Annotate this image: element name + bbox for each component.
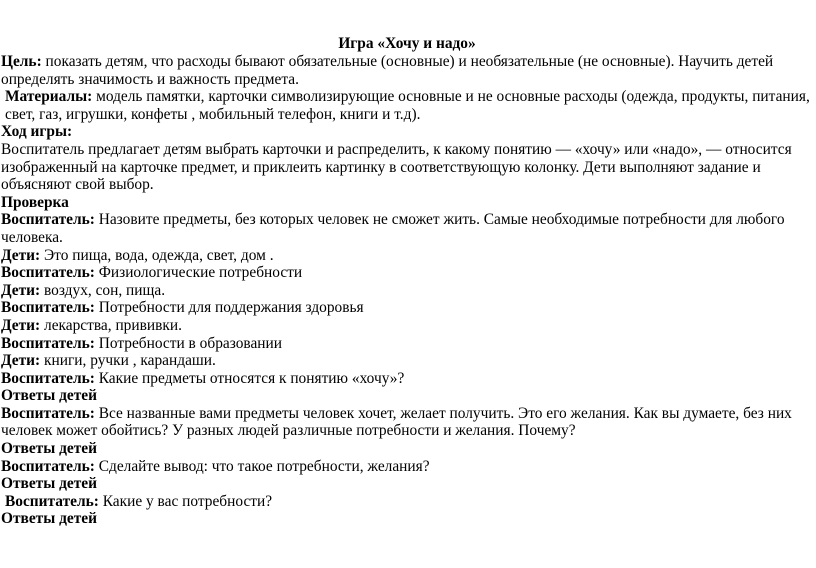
dialogue-line <box>1 282 813 300</box>
speaker-label: Воспитатель: <box>1 334 95 352</box>
speaker-label: Ответы детей <box>1 510 97 528</box>
materials-paragraph <box>1 88 813 123</box>
line-text: лекарства, прививки. <box>40 316 182 334</box>
line-text: книги, ручки , карандаши. <box>40 352 216 370</box>
line-text: воздух, сон, пища. <box>40 281 166 299</box>
speaker-label: Воспитатель: <box>1 369 95 387</box>
line-text: Какие у вас потребности? <box>98 492 273 510</box>
speaker-label: Воспитатель: <box>1 264 95 282</box>
speaker-label: Ответы детей <box>1 387 97 405</box>
speaker-label: Воспитатель: <box>1 404 95 422</box>
speaker-label: Ответы детей <box>1 475 97 493</box>
dialogue-line <box>1 440 813 458</box>
line-text: Потребности для поддержания здоровья <box>94 299 364 317</box>
materials-label: Материалы: <box>5 88 93 106</box>
speaker-label: Дети: <box>1 316 41 334</box>
speaker-label: Воспитатель: <box>1 211 95 229</box>
check-heading: Проверка <box>1 193 69 211</box>
dialogue-line <box>1 493 813 511</box>
page-title: Игра «Хочу и надо» <box>338 35 476 52</box>
speaker-label: Воспитатель: <box>1 457 95 475</box>
dialogue-line <box>1 405 813 440</box>
line-text: Сделайте вывод: что такое потребности, желания? <box>94 457 430 475</box>
speaker-label: Ответы детей <box>1 440 97 458</box>
dialogue-line <box>1 317 813 335</box>
goal-paragraph <box>1 53 813 88</box>
document-body <box>1 34 813 528</box>
speaker-label: Дети: <box>1 246 41 264</box>
dialogue-line <box>1 475 813 493</box>
dialogue-line <box>1 387 813 405</box>
dialogue-line <box>1 335 813 353</box>
dialogue-line <box>1 299 813 317</box>
dialogue-line <box>1 352 813 370</box>
dialogue-line <box>1 510 813 528</box>
dialogue-line <box>1 458 813 476</box>
goal-label: Цель: <box>1 53 42 70</box>
line-text: Все названные вами предметы человек хочет, желает получить. Это его желания. Как вы думаете, без них человек может обойтись? У разных людей различные потребности и желания. Почему? <box>1 404 792 440</box>
dialogue-line <box>1 247 813 265</box>
speaker-label: Воспитатель: <box>5 492 99 510</box>
line-text: Какие предметы относятся к понятию «хочу»? <box>94 369 405 387</box>
dialogue-line <box>1 211 813 246</box>
goal-text: показать детям, что расходы бывают обязательные (основные) и необязательные (не основные). Научить детей определять значимость и важность предмета. <box>1 53 774 88</box>
dialogue-line <box>1 370 813 388</box>
line-text: Это пища, вода, одежда, свет, дом . <box>40 246 274 264</box>
line-text: Назовите предметы, без которых человек не сможет жить. Самые необходимые потребности для любого человека. <box>1 211 785 246</box>
speaker-label: Воспитатель: <box>1 299 95 317</box>
materials-text: модель памятки, карточки символизирующие основные и не основные расходы (одежда, продукты, питания, свет, газ, игрушки, конфеты , мобильный телефон, книги и т.д). <box>5 88 810 123</box>
line-text: Физиологические потребности <box>94 264 303 282</box>
speaker-label: Дети: <box>1 352 41 370</box>
speaker-label: Дети: <box>1 281 41 299</box>
line-text: Потребности в образовании <box>94 334 283 352</box>
game-heading: Ход игры: <box>1 123 73 141</box>
dialogue-line <box>1 264 813 282</box>
game-paragraph: Воспитатель предлагает детям выбрать карточки и распределить, к какому понятию — «хочу» или «надо», — относится изображенный на карточке предмет, и приклеить картинку в соответствующую колонку. Дети выполняют задание и объясняют свой выбор. <box>1 140 792 194</box>
